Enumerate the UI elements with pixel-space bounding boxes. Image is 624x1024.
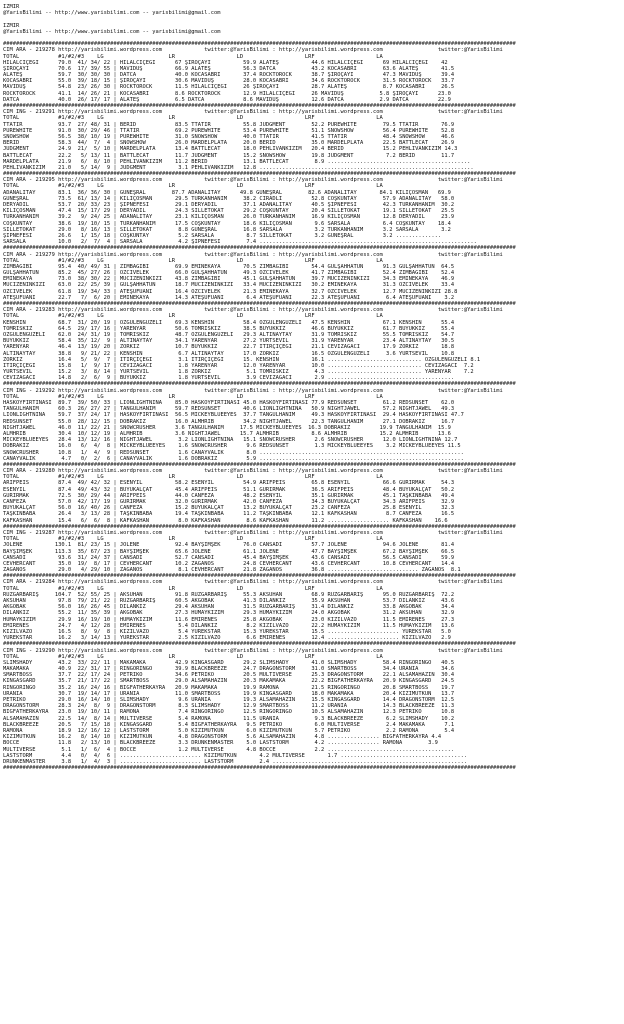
table-row: SNOWCRUSHER 10.8 1/ 4/ 9 | REDSUNSET 1.6 CANAYVALIK 8.0 ...............................................................	[3, 449, 464, 456]
race-header: CIM ING - 219291 http://yarisbilimi.wordpress.com twitter:@YarisBilimi : http://yarisbilimi.wordpress.com twitter:@YarisBilimi	[3, 109, 503, 116]
table-row: HASKÖYFIRTINASI 89.7 39/ 50/ 33 | LIONLIGHTNINA 85.0 HASKÖYFIRTINASI 45.0 HASKÖYFIRTINASI 77.9 REDSUNSET 61.2 REDSUNSET 62.0	[3, 400, 455, 406]
table-row: BERID 58.3 44/ 7/ 4 | SNOWSHOW 26.0 MARDELPLATA 20.0 BERID 35.0 MARDELPLATA 22.5 BATTLECAT 26.9	[3, 140, 455, 147]
header-credit: @YarisBilimi -- http://www.yarisbilimi.com -- yarisbilimi@gmail.com	[3, 10, 221, 17]
race-header: CIM ING - 219290 http://yarisbilimi.wordpress.com twitter:@YarisBilimi : http://yarisbilimi.wordpress.com twitter:@YarisBilimi	[3, 647, 503, 654]
table-row: DRUNKENMASTER 3.8 1/ 4/ 3 | ......................... LASTSTORM 2.4 ............................................................	[3, 758, 468, 765]
table-row: DATCA 40.0 26/ 17/ 17 | ALATEŞ 6.5 DATCA 8.6 MAVIDÜŞ 12.6 DATCA 2.9 DATCA 22.9	[3, 96, 451, 103]
race-header: CIM ING - 219292 http://yarisbilimi.wordpress.com twitter:@YarisBilimi : http://yarisbilimi.wordpress.com twitter:@YarisBilimi	[3, 387, 503, 394]
table-row: EMINEKAYA 73.0 38/ 30/ 22 | MUCIZENINKIZI 43.8 ZIMBAGIBI 45.1 GÜLŞAHHATUN 39.7 MUCIZENINKIZI 34.3 EMINEKAYA 46.9	[3, 276, 455, 283]
table-row: KENSHIN 68.7 31/ 20/ 19 | ÖZGÜLENGÜZELI 69.3 KENSHIN 58.4 ÖZGÜLENGÜZELI 47.5 KENSHIN 67.1 KENSHIN 55.4	[3, 319, 455, 326]
separator-line: ##############################################################################################################################################################	[3, 301, 516, 307]
table-row: YARENYAR 46.4 13/ 19/ 20 | ZORKIZ 10.7 BÜYÜKKIZ 22.7 ITIRÇIÇEĞI 21.1 CEVIZAĞACI 17.9 ZORKIZ 18.8	[3, 344, 455, 351]
column-headers: TOTAL #1/#2/#3 LG LR LD LRF LA	[3, 474, 383, 481]
table-row: ZORKIZ 16.4 5/ 9/ 7 | ITIRÇIÇEĞI 3.1 ITIRÇIÇEĞI 15. KENSHIN 16.1 ............................. ÖZGÜLENGÜZELI 8.1	[3, 356, 481, 363]
column-headers: TOTAL #1/#2/#3 LG LR LD LRF LA	[3, 115, 383, 122]
column-headers: TOTAL #1/#2/#3 LG LR LD LRF LA	[3, 183, 383, 190]
table-row: ŞIROÇAYI 70.6 17/ 39/ 55 | MAVIDÜŞ 66.9 ALATEŞ 56.3 DATCA 43.2 KOCASABRI 63.6 ALATEŞ 41.5	[3, 65, 455, 72]
table-row: ZAGANOS 29.0 4/ 29/ 10 | ZAGANOS 8.1 CEVHERCANT 21.8 ZAGANOS 36.8 ............................ ZAGANOS 8.1	[3, 567, 461, 574]
table-row: BÜYÜKKIZ 58.4 35/ 12/ 9 | ALTINAYTAY 34.1 YARENYAR 27.2 YURTSEVIL 31.9 YARENYAR 23.4 ALTINAYTAY 30.5	[3, 338, 455, 345]
table-row: BÜYÜKALÇAT 56.0 16/ 40/ 26 | CANFEZA 15.2 BÜYÜKALÇAT 13.2 BÜYÜKALÇAT 23.2 CANFEZA 25.8 ESENYIL 32.3	[3, 505, 455, 512]
table-row: GÜNEŞRAL 73.5 61/ 13/ 14 | KILIÇOSMAN 29.5 TÜRKANHANIM 38.2 CIRADLI 52.8 COŞKUNTAY 57.9 ADANALITAY 58.0	[3, 195, 455, 202]
header-credit: @YarisBilimi -- http://www.yarisbilimi.com -- yarisbilimi@gmail.com	[3, 28, 221, 35]
separator-line: ##############################################################################################################################################################	[3, 573, 516, 580]
table-row: URANIA 30.7 19/ 14/ 17 | URANIA 11.0 SMARTBOSS 19.9 KINGASGARD 18.0 MAKAMAKA 20.4 KIZIMUTKUN 13.7	[3, 690, 455, 697]
table-row: ALTINAYTAY 38.8 9/ 21/ 22 | KENSHIN 6.7 ALTINAYTAY 17.0 ZORKIZ 16.5 ÖZGÜLENGÜZELI 3.6 YURTSEVIL 10.8	[3, 350, 455, 357]
column-headers: TOTAL #1/#2/#3 LG LR LD LRF LA	[3, 313, 383, 320]
table-row: KOCASABRI 55.0 39/ 18/ 15 | ŞIROÇAYI 30.6 MAVIDÜŞ 28.0 KOCASABRI 34.6 ROCKTOROCK 31.5 ROCKTOROCK 33.7	[3, 78, 455, 85]
table-row: KINGASGARD 35.7 21/ 17/ 22 | SMARTBOSS 29.0 ALSAMAHAZIN 20.3 MAKAMAKA 22.2 BIGFATHERKAYRA 20.9 KINGASGARD 24.5	[3, 678, 455, 685]
table-row: DILANKIZ 55.2 11/ 35/ 39 | AKGOBAK 27.3 HUMAYKIZIM 29.3 HUMAYKIZIM 24.0 AKGOBAK 31.2 AKSUHAN 32.9	[3, 610, 455, 617]
race-header: CIM ARA - 219280 http://yarisbilimi.wordpress.com twitter:@YarisBilimi : http://yarisbilimi.wordpress.com twitter:@YarisBilimi	[3, 468, 503, 475]
table-row: LASTSTORM 4.4 0/ 4/ 6 | ......................... KIZIMUTKUN 4.2 MULTIVERSE 1.7 .......................................	[3, 752, 468, 759]
table-row: RINGORINGO 35.2 16/ 24/ 16 | BIGFATHERKAYRA 20.9 MAKAMAKA 19.9 RAMONA 21.5 RINGORINGO 20.8 SMARTBOSS 19.7	[3, 684, 455, 691]
table-row: ATEŞUFUANI 22.7 7/ 6/ 20 | EMINEKAYA 14.3 ATEŞUFUANI 6.4 ATEŞUFUANI 22.3 ATEŞUFUANI 6.4 ATEŞUFUANI 3.2	[3, 294, 455, 301]
table-row: SNOWSHOW 56.5 38/ 10/ 19 | PUREWHITE 31.0 SNOWSHOW 40.0 TTATIR 41.5 TTATIR 48.4 SNOWSHOW 46.6	[3, 133, 455, 140]
separator-line: ##############################################################################################################################################################	[3, 765, 516, 772]
separator-line: ##############################################################################################################################################################	[3, 103, 516, 109]
table-row: DRAGONSTORM 28.3 24/ 8/ 9 | DRAGONSTORM 8.3 SLIMSHADY 12.9 SMARTBOSS 11.2 URANIA 14.3 BLACKBREEZE 11.3	[3, 703, 455, 710]
table-row: TAŞKINBABA 26.4 3/ 13/ 28 | TAŞKINBABA 19.4 TAŞKINBABA 11.2 TAŞKINBABA 12.1 KAFKASHAN 8.7 CANFEZA 16.5	[3, 511, 455, 518]
table-row: ALSAMAHAZIN 22.5 14/ 8/ 14 | MULTIVERSE 5.4 RAMONA 11.5 URANIA 9.3 BLACKBREEZE 6.2 SLIMSHADY 10.2	[3, 715, 455, 722]
table-row: ADANALITAY 83.1 36/ 36/ 30 | GÜNEŞRAL 87.7 ADANALITAY 49.8 GÜNEŞRAL 82.6 ADANALITAY 84.1 KILIÇOSMAN 69.9	[3, 189, 451, 196]
table-row: MUCIZENINKIZI 63.0 22/ 25/ 39 | GÜLŞAHHATUN 18.7 MUCIZENINKIZI 33.4 MUCIZENINKIZI 30.2 EMINEKAYA 31.3 ÖZCIVELEK 33.4	[3, 282, 455, 289]
table-row: ZIMBAGIBI 95.4 40/ 49/ 31 | ZIMBAGIBI 69.9 EMINEKAYA 70.5 ZIMBAGIBI 54.4 GÜLŞAHHATUN 91.3 GÜLŞAHHATUN 64.5	[3, 263, 455, 270]
table-row: SARSALA 10.0 2/ 7/ 4 | SARSALA 4.2 ŞIPNEFESI 7.4 ...................................................................	[3, 239, 477, 246]
table-row: ITIRÇIÇEĞI 15.8 1/ 9/ 17 | CEVIZAĞACI 1.8 YARENYAR 12.0 YARENYAR 10.0 ............................. CEVIZAĞACI 7.2	[3, 362, 474, 369]
column-headers: TOTAL #1/#2/#3 LG LR LD LRF LA	[3, 536, 383, 543]
table-row: YÜREKSTAR 16.2 3/ 14/ 13 | YÜREKSTAR 2.5 KIZILVAZO 6.6 EMIRENES 12.4 ...................... KIZILVAZO 2.9	[3, 635, 451, 642]
table-row: SILLETOKAT 29.0 8/ 16/ 13 | SILLETOKAT 8.8 GÜNEŞRAL 16.8 SARSALA 3.2 TÜRKANHANIM 3.2 SARSALA 3.2	[3, 226, 451, 233]
table-row: LIONLIGHTNINA 59.7 37/ 24/ 17 | HASKÖYFIRTINASI 56.5 MICKEYBLUEEYES 37.7 TANGÜLHANIM 49.3 HASKÖYFIRTINASI 29.4 HASKÖYFIRTINASI 47.7	[3, 412, 464, 419]
table-row: CEVIZAĞACI 14.8 2/ 6/ 9 | BÜYÜKKIZ 1.8 YURTSEVIL 3.9 CEVIZAĞACI 2.9 .......................................	[3, 375, 455, 382]
column-headers: TOTAL #1/#2/#3 LG LR LD LRF LA	[3, 257, 383, 264]
table-row: MULTIVERSE 5.1 1/ 6/ 4 | BOCCE 1.2 MULTIVERSE 4.8 BOCCE 2.2 .......................................	[3, 746, 455, 753]
race-header: CIM ARA - 219284 http://yarisbilimi.wordpress.com twitter:@YarisBilimi : http://yarisbilimi.wordpress.com twitter:@YarisBilimi	[3, 579, 503, 586]
header-title: IZMIR	[3, 22, 20, 29]
table-row: BLACKBREEZE 20.5 7/ 15/ 18 | KINGASGARD 5.4 BIGFATHERKAYRA 9.5 PETRIKO 6.0 MULTIVERSE 2.4 MAKAMAKA 7.1	[3, 721, 455, 728]
table-row: KILIÇOSMAN 47.4 15/ 17/ 29 | DERYADIL 24.3 SILLETOKAT 29.2 COŞKUNTAY 20.4 SILLETOKAT 19.1 SILLETOKAT 25.5	[3, 208, 455, 215]
table-row: MAKAMAKA 40.9 22/ 31/ 17 | RINGORINGO 39.9 BLACKBREEZE 24.7 DRAGONSTORM 31.0 SMARTBOSS 34.4 URANIA 34.6	[3, 666, 455, 673]
table-row: RÜZGARBARIŞ 104.7 52/ 55/ 25 | AKSUHAN 91.8 RÜZGARBARIŞ 55.3 AKSUHAN 68.9 RÜZGARBARIŞ 95.0 RÜZGARBARIŞ 72.2	[3, 591, 455, 598]
table-row: KIZIMUTKUN 16.2 8/ 14/ 10 | KIZIMUTKUN 4.8 DRAGONSTORM 5.6 ALSAMAHAZIN 4.8 ................ BIGFATHERKAYRA 4.4	[3, 734, 442, 741]
table-row: AKSUHAN 97.8 79/ 21/ 22 | RÜZGARBARIŞ 60.5 AKGOBAK 41.3 DILANKIZ 35.9 AKSUHAN 53.7 DILANKIZ 43.6	[3, 598, 455, 604]
separator-line: ##############################################################################################################################################################	[3, 41, 516, 48]
table-row: TANGÜLHANIM 60.3 26/ 27/ 27 | TANGÜLHANIM 59.7 REDSUNSET 40.6 LIONLIGHTNINA 50.9 NIGHTJAWEL 57.2 NIGHTJAWEL 49.3	[3, 406, 455, 413]
table-row: ESENYIL 87.4 49/ 43/ 32 | BÜYÜKALÇAT 45.4 ARIFPEIS 51.1 GÜRIRMAK 36.5 ARIFPEIS 48.4 BÜYÜKALÇAT 50.2	[3, 486, 455, 493]
separator-line: ##############################################################################################################################################################	[3, 381, 516, 388]
table-row: DERYADIL 53.7 20/ 33/ 23 | ŞIPNEFESI 29.1 DERYADIL 37.1 ADANALITAY 40.5 ŞIPNEFESI 42.3 TÜRKANHANIM 30.2	[3, 202, 455, 208]
table-row: KIZILVAZO 16.5 8/ 9/ 8 | KIZILVAZO 5.4 YÜREKSTAR 15.3 YÜREKSTAR 15.5 ...................... YÜREKSTAR 5.0	[3, 628, 451, 635]
table-row: ÖZGÜLENGÜZELI 62.0 24/ 31/ 19 | TOMRISKIZ 48.7 ÖZGÜLENGÜZELI 29.3 ALTINAYTAY 31.9 TOMRISKIZ 55.5 TOMRISKIZ 54.7	[3, 331, 455, 338]
table-row: REDSUNSET 55.0 28/ 12/ 15 | DOBRAKIZ 16.0 ALMHRIB 34.2 NIGHTJAWEL 22.3 TANGÜLHANIM 27.1 DOBRAKIZ 16.7	[3, 418, 455, 425]
table-row: HUMAYKIZIM 29.9 16/ 19/ 10 | HUMAYKIZIM 11.6 EMIRENES 25.8 AKGOBAK 23.0 KIZILVAZO 11.5 EMIRENES 27.3	[3, 616, 455, 623]
table-row: BATTLECAT 22.2 5/ 13/ 11 | BATTLECAT 11.7 JUDGMENT 15.2 SNOWSHOW 19.8 JUDGMENT 7.2 BERID 11.7	[3, 152, 455, 159]
table-row: MICKEYBLUEEYES 28.4 13/ 12/ 16 | NIGHTJAWEL 3.2 LIONLIGHTNINA 15.1 SNOWCRUSHER 2.6 SNOWCRUSHER 12.0 LIONLIGHTNINA 12.7	[3, 437, 458, 444]
table-row: SMARTBOSS 37.7 22/ 17/ 24 | PETRIKO 34.6 PETRIKO 20.5 MULTIVERSE 25.3 DRAGONSTORM 22.1 ALSAMAHAZIN 30.4	[3, 672, 455, 679]
table-row: HILALCIÇEĞI 79.0 41/ 34/ 22 | HILALCIÇEĞI 67 ŞIROÇAYI 59.9 ALATEŞ 44.6 HILALCIÇEĞI 69 HILALCIÇEĞI 42	[3, 59, 448, 66]
table-row: PUREWHITE 91.0 30/ 29/ 46 | TTATIR 69.2 PUREWHITE 53.4 PUREWHITE 51.1 SNOWSHOW 56.4 PUREWHITE 52.8	[3, 127, 455, 134]
table-row: BIGFATHERKAYRA 23.0 19/ 10/ 11 | RAMONA 7.4 RINGORINGO 12.5 RINGORINGO 10.5 ALSAMAHAZIN 12.3 PETRIKO 10.8	[3, 709, 455, 716]
table-row: AKGOBAK 56.0 16/ 26/ 45 | DILANKIZ 29.4 AKSUHAN 31.5 RÜZGARBARIŞ 31.4 DILANKIZ 33.8 AKGOBAK 34.4	[3, 604, 455, 611]
table-row: MAVIDÜŞ 54.8 23/ 26/ 30 | ROCKTOROCK 11.5 HILALCIÇEĞI 26 ŞIROÇAYI 28.7 ALATEŞ 8.7 KOCASABRI 26.5	[3, 84, 455, 91]
table-row: ŞIPNEFESI 26.6 1/ 15/ 18 | COŞKUNTAY 5.2 SARSALA 8.7 SILLETOKAT 3.2 GÜNEŞRAL 3.2 ..............	[3, 232, 442, 239]
header-title: IZMIR	[3, 4, 20, 10]
table-row: ÖZCIVELEK 61.8 19/ 34/ 33 | ATEŞUFUANI 16.4 ÖZCIVELEK 21.3 EMINEKAYA 32.7 ÖZCIVELEK 12.7 MUCIZENINKIZI 28.8	[3, 288, 458, 295]
table-row: YURTSEVIL 15.2 3/ 8/ 14 | YURTSEVIL 1.8 ZORKIZ 5.1 TOMRISKIZ 4.3 ............................. YARENYAR 7.2	[3, 369, 474, 376]
race-header: CIM ARA - 219279 http://yarisbilimi.wordpress.com twitter:@YarisBilimi : http://yarisbilimi.wordpress.com twitter:@YarisBilimi	[3, 251, 503, 258]
table-row: TTATIR 93.7 27/ 48/ 31 | BERID 83.5 TTATIR 55.8 JUDGMENT 52.2 PUREWHITE 79.5 TTATIR 76.9	[3, 121, 455, 128]
table-row: COŞKUNTAY 38.6 19/ 10/ 15 | TÜRKANHANIM 17.5 COŞKUNTAY 18.6 KILIÇOSMAN 9.6 SARSALA 6.4 COŞKUNTAY 18.4	[3, 220, 451, 227]
table-row: TOMRISKIZ 64.5 29/ 17/ 16 | YARENYAR 50.6 TOMRISKIZ 38.5 BÜYÜKKIZ 46.6 BÜYÜKKIZ 61.7 BÜYÜKKIZ 55.4	[3, 325, 455, 332]
table-row: GÜRIRMAK 72.5 30/ 29/ 44 | ARIFPEIS 44.0 CANFEZA 48.2 ESENYIL 35.1 GÜRIRMAK 45.1 TAŞKINBABA 49.4	[3, 492, 455, 499]
table-row: PEHLIVANKIZIM 21.0 5/ 14/ 9 | JUDGMENT 3.1 PEHLIVANKIZIM 12.8 ..................................................................	[3, 164, 474, 171]
table-row: ARIFPEIS 87.4 49/ 42/ 32 | ESENYIL 58.2 ESENYIL 54.9 ARIFPEIS 65.8 ESENYIL 66.6 GÜRIRMAK 54.3	[3, 480, 455, 487]
column-headers: TOTAL #1/#2/#3 LG LR LD LRF LA	[3, 393, 383, 400]
separator-line: ##############################################################################################################################################################	[3, 641, 516, 648]
table-row: ALATEŞ 59.7 30/ 30/ 30 | DATCA 40.0 KOCASABRI 37.4 ROCKTOROCK 38.7 ŞIROÇAYI 47.3 MAVIDÜŞ 39.4	[3, 72, 455, 79]
table-row: JUDGMENT 24.9 21/ 5/ 10 | MARDELPLATA 13.4 BATTLECAT 18.0 PEHLIVANKIZIM 20.4 BERID 15.2 PEHLIVANKIZIM 14.3	[3, 146, 458, 153]
column-headers: TOTAL #1/#2/#3 LG LR LD LRF LA	[3, 53, 383, 60]
separator-line: ##############################################################################################################################################################	[3, 461, 516, 468]
race-header: CIM ARA - 219283 http://yarisbilimi.wordpress.com twitter:@YarisBilimi : http://yarisbilimi.wordpress.com twitter:@YarisBilimi	[3, 307, 503, 314]
table-row: BAYŞIMŞEK 113.3 35/ 67/ 23 | BAYŞIMŞEK 65.6 JOLENE 61.1 JOLENE 47.7 BAYŞIMŞEK 67.2 BAYŞIMŞEK 66.5	[3, 548, 455, 555]
race-header: CIM ING - 219287 http://yarisbilimi.wordpress.com twitter:@YarisBilimi : http://yarisbilimi.wordpress.com twitter:@YarisBilimi	[3, 529, 503, 536]
table-row: ROCKTOROCK 41.1 14/ 26/ 21 | KOCASABRI 8.6 ROCKTOROCK 12.9 HILALCIÇEĞI 26 MAVIDÜŞ 5.8 ŞIROÇAYI 23.0	[3, 90, 451, 97]
table-row: CANFEZA 57.0 42/ 17/ 19 | GÜRIRMAK 32.0 GÜRIRMAK 42.0 CANFEZA 34.3 BÜYÜKALÇAT 34.3 ARIFPEIS 32.9	[3, 499, 455, 505]
table-row: JOLENE 130.1 81/ 23/ 15 | JOLENE 92.4 BAYŞIMŞEK 76.0 CANSADI 57.7 JOLENE 94.6 JOLENE 81.4	[3, 542, 455, 549]
table-row: DOBRAKIZ 16.0 6/ 4/ 8 | MICKEYBLUEEYES 1.6 SNOWCRUSHER 9.6 REDSUNSET 1.3 MICKEYBLUEEYES 3.2 MICKEYBLUEEYES 11.5	[3, 443, 461, 450]
table-row: SLIMSHADY 43.2 33/ 22/ 11 | MAKAMAKA 42.9 KINGASGARD 29.2 SLIMSHADY 41.0 SLIMSHADY 58.4 RINGORINGO 40.5	[3, 659, 455, 666]
table-row: TÜRKANHANIM 39.2 9/ 24/ 25 | ADANALITAY 23.1 KILIÇOSMAN 26.0 TÜRKANHANIM 16.9 KILIÇOSMAN 12.8 DERYADIL 23.9	[3, 214, 455, 221]
table-row: EMIRENES 24.7 4/ 12/ 28 | EMIRENES 5.4 DILANKIZ 8.2 KIZILVAZO 22.2 HUMAYKIZIM 11.5 HUMAYKIZIM 13.6	[3, 622, 455, 629]
table-row: CANSADI 93.6 31/ 24/ 37 | CANSADI 52.7 CANSADI 45.4 BAYŞIMŞEK 43.6 CANSADI 56.5 CANSADI 59.9	[3, 554, 455, 561]
table-row: CANAYVALIK 4.7 0/ 2/ 6 | CANAYVALIK 1.6 DOBRAKIZ 5.9 ...............................................................	[3, 455, 464, 462]
race-header: CIM ARA - 219295 http://yarisbilimi.wordpress.com twitter:@YarisBilimi : http://yarisbilimi.wordpress.com twitter:@YarisBilimi	[3, 177, 503, 184]
column-headers: TOTAL #1/#2/#3 LG LR LD LRF LA	[3, 585, 383, 592]
table-row: MARDELPLATA 21.9 6/ 8/ 10 | PEHLIVANKIZIM 11.2 BERID 13.1 BATTLECAT 8.9 ............................................	[3, 158, 471, 165]
table-row: ALMHRIB 30.4 10/ 12/ 19 | ALMHRIB 3.6 NIGHTJAWEL 15.7 ALMHRIB 8.6 ALMHRIB 15.2 ALMHRIB 13.6	[3, 430, 451, 437]
table-row: BOCCE 11.8 2/ 13/ 10 | BLACKBREEZE 3.3 DRUNKENMASTER 5.0 LASTSTORM 4.2 ................ RAMONA 3.9	[3, 740, 438, 747]
race-header: CIM ARA - 219278 http://yarisbilimi.wordpress.com twitter:@YarisBilimi : http://yarisbilimi.wordpress.com twitter:@YarisBilimi	[3, 47, 503, 54]
separator-line: ##############################################################################################################################################################	[3, 523, 516, 530]
table-row: GÜLŞAHHATUN 85.2 45/ 27/ 26 | ÖZCIVELEK 66.0 GÜLŞAHHATUN 49.3 ÖZCIVELEK 41.7 ZIMBAGIBI 52.4 ZIMBAGIBI 52.4	[3, 270, 455, 277]
table-row: RAMONA 18.9 12/ 16/ 12 | LASTSTORM 5.0 KIZIMUTKUN 6.0 KIZIMUTKUN 5.7 PETRIKO 2.2 RAMONA 5.4	[3, 727, 455, 734]
table-row: CEVHERCANT 35.0 19/ 8/ 17 | CEVHERCANT 10.2 ZAGANOS 24.8 CEVHERCANT 43.6 CEVHERCANT 10.8 CEVHERCANT 14.4	[3, 560, 455, 567]
table-row: PETRIKO 29.0 16/ 14/ 10 | SLIMSHADY 9.6 URANIA 19.3 ALSAMAHAZIN 15.5 KINGASGARD 14.4 DRAGONSTORM 12.5	[3, 697, 455, 703]
column-headers: TOTAL #1/#2/#3 LG LR LD LRF LA	[3, 653, 383, 660]
table-row: NIGHTJAWEL 46.0 11/ 22/ 21 | SNOWCRUSHER 3.6 TANGÜLHANIM 17.5 MICKEYBLUEEYES 16.3 DOBRAKIZ 19.9 TANGÜLHANIM 15.9	[3, 424, 451, 431]
separator-line: ##############################################################################################################################################################	[3, 245, 516, 252]
table-row: KAFKASHAN 15.4 6/ 6/ 8 | KAFKASHAN 8.0 KAFKASHAN 8.6 KAFKASHAN 11.2 ................... KAFKASHAN 16.6	[3, 517, 448, 524]
separator-line: ##############################################################################################################################################################	[3, 171, 516, 178]
